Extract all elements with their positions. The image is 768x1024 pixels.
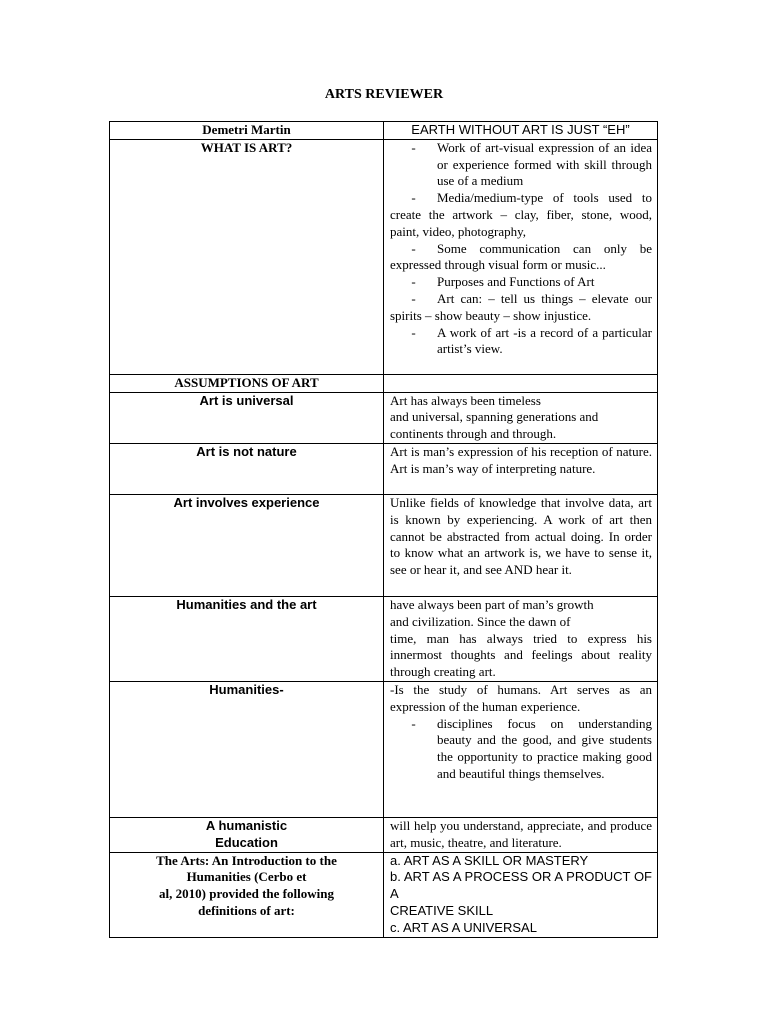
row-label: Humanities- [110,681,384,817]
section-heading: ASSUMPTIONS OF ART [110,374,384,392]
row-label: Demetri Martin [110,122,384,140]
page-title: ARTS REVIEWER [324,87,444,102]
table-row [110,681,658,817]
dash-bullet: - [411,139,416,155]
bullet-item: - Purposes and Functions of Art [390,274,652,291]
table-row [110,139,658,374]
row-label: Art is universal [110,392,384,443]
row-content [384,139,658,374]
dash-bullet: - [411,274,416,290]
bullet-item: - Some communication can only be expressed through visual form or music... [390,240,652,273]
table-row [110,494,658,596]
row-label: Art involves experience [110,494,384,596]
dash-bullet: - [411,240,416,256]
row-content: Unlike fields of knowledge that involve data, art is known by experiencing. A work of art then cannot be abstracted from actual doing. In order to know what an artwork is, we have to sense it, see or hear it, and see AND hear it. [384,494,658,596]
row-content [384,374,658,392]
bullet-item: - Art can: – tell us things – elevate our spirits – show beauty – show injustice. [390,290,652,323]
table-row [110,817,658,852]
table-row [110,122,658,140]
bullet-item: - Media/medium-type of tools used to create the artwork – clay, fiber, stone, wood, paint, video, photography, [390,190,652,239]
row-content: a. ART AS A SKILL OR MASTERY b. ART AS A PROCESS OR A PRODUCT OF A CREATIVE SKILL c. ART AS A UNIVERSAL [384,852,658,937]
row-label: The Arts: An Introduction to the Humanities (Cerbo et al, 2010) provided the following definitions of art: [110,852,384,937]
dash-bullet: - [411,190,416,206]
dash-bullet: - [411,324,416,340]
table-row [110,392,658,443]
row-content: will help you understand, appreciate, and produce art, music, theatre, and literature. [384,817,658,852]
row-content: -Is the study of humans. Art serves as an expression of the human experience. - disciplines focus on understanding beauty and the good, and give students the opportunity to practice making good and beautiful things themselves. [384,681,658,817]
row-content: Art has always been timeless and universal, spanning generations and continents through and through. [384,392,658,443]
row-content: have always been part of man’s growth and civilization. Since the dawn of time, man has always tried to express his innermost thoughts and feelings about reality through creating art. [384,596,658,681]
dash-bullet: - [411,290,416,306]
row-label: WHAT IS ART? [110,139,384,374]
bullet-item: - A work of art -is a record of a particular artist’s view. [390,325,652,359]
bullet-item: - disciplines focus on understanding beauty and the good, and give students the opportunity to practice making good and beautiful things themselves. [390,716,652,783]
bullet-item: - Work of art-visual expression of an idea or experience formed with skill through use of a medium [390,140,652,190]
reviewer-table [109,121,658,938]
table-row [110,852,658,937]
row-label: Humanities and the art [110,596,384,681]
row-label: Art is not nature [110,443,384,494]
table-row [110,443,658,494]
row-content: Art is man’s expression of his reception of nature. Art is man’s way of interpreting nature. [384,443,658,494]
row-label: A humanistic Education [110,817,384,852]
dash-bullet: - [411,715,416,731]
table-row [110,374,658,392]
table-row [110,596,658,681]
row-content: EARTH WITHOUT ART IS JUST “EH” [384,122,658,140]
